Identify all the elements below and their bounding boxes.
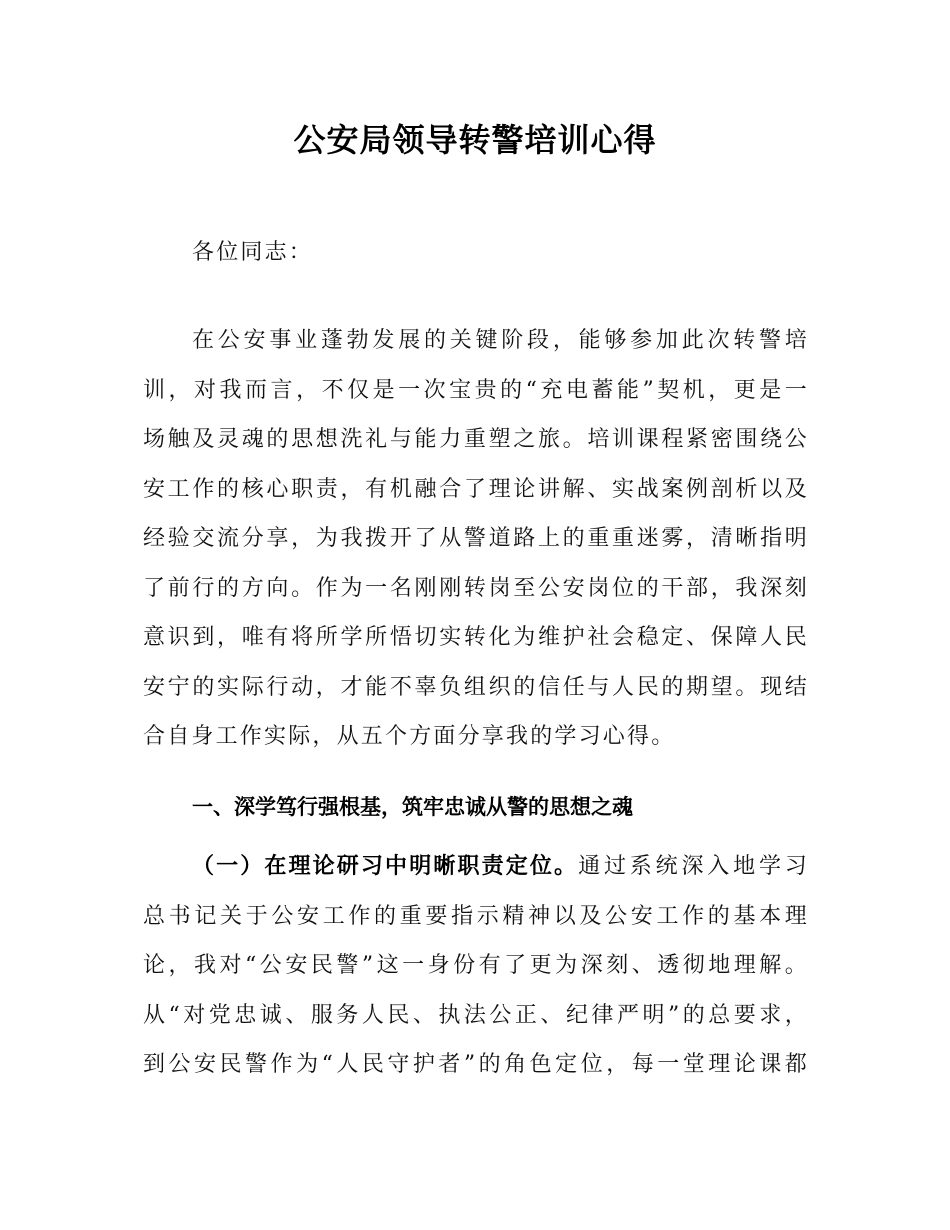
paragraph-line: 经验交流分享，为我拨开了从警道路上的重重迷雾，清晰指明 [143,526,809,551]
paragraph-line: 论，我对“公安民警”这一身份有了更为深刻、透彻地理解。 [143,953,809,978]
paragraph-line: 合自身工作实际，从五个方面分享我的学习心得。 [143,724,676,749]
paragraph-line: 在公安事业蓬勃发展的关键阶段，能够参加此次转警培 [192,328,809,353]
greeting: 各位同志： [192,240,314,265]
paragraph-line: 了前行的方向。作为一名刚刚转岗至公安岗位的干部，我深刻 [143,575,809,601]
paragraph-line: 训，对我而言，不仅是一次宝贵的“充电蓄能”契机，更是一 [143,377,809,403]
subsection-lead: （一）在理论研习中明晰职责定位。 [192,854,579,879]
paragraph-line: 从“对党忠诚、服务人民、执法公正、纪律严明”的总要求， [143,1002,809,1028]
subsection-paragraph-1-1 [143,842,809,1090]
paragraph-line: 到公安民警作为“人民守护者”的角色定位，每一堂理论课都 [143,1052,809,1077]
section-heading-1: 一、深学笃行强根基，筑牢忠诚从警的思想之魂 [192,795,633,819]
paragraph-line: 安宁的实际行动，才能不辜负组织的信任与人民的期望。现结 [143,674,809,700]
paragraph-line: 场触及灵魂的思想洗礼与能力重塑之旅。培训课程紧密围绕公 [143,427,809,452]
intro-paragraph [143,316,809,762]
paragraph-line: 总书记关于公安工作的重要指示精神以及公安工作的基本理 [143,903,809,929]
document-title: 公安局领导转警培训心得 [293,121,657,159]
paragraph-line [143,842,809,892]
lead-line-rest: 通过系统深入地学习 [578,854,809,879]
paragraph-line: 意识到，唯有将所学所悟切实转化为维护社会稳定、保障人民 [143,625,809,650]
paragraph-line: 安工作的核心职责，有机融合了理论讲解、实战案例剖析以及 [143,476,809,502]
